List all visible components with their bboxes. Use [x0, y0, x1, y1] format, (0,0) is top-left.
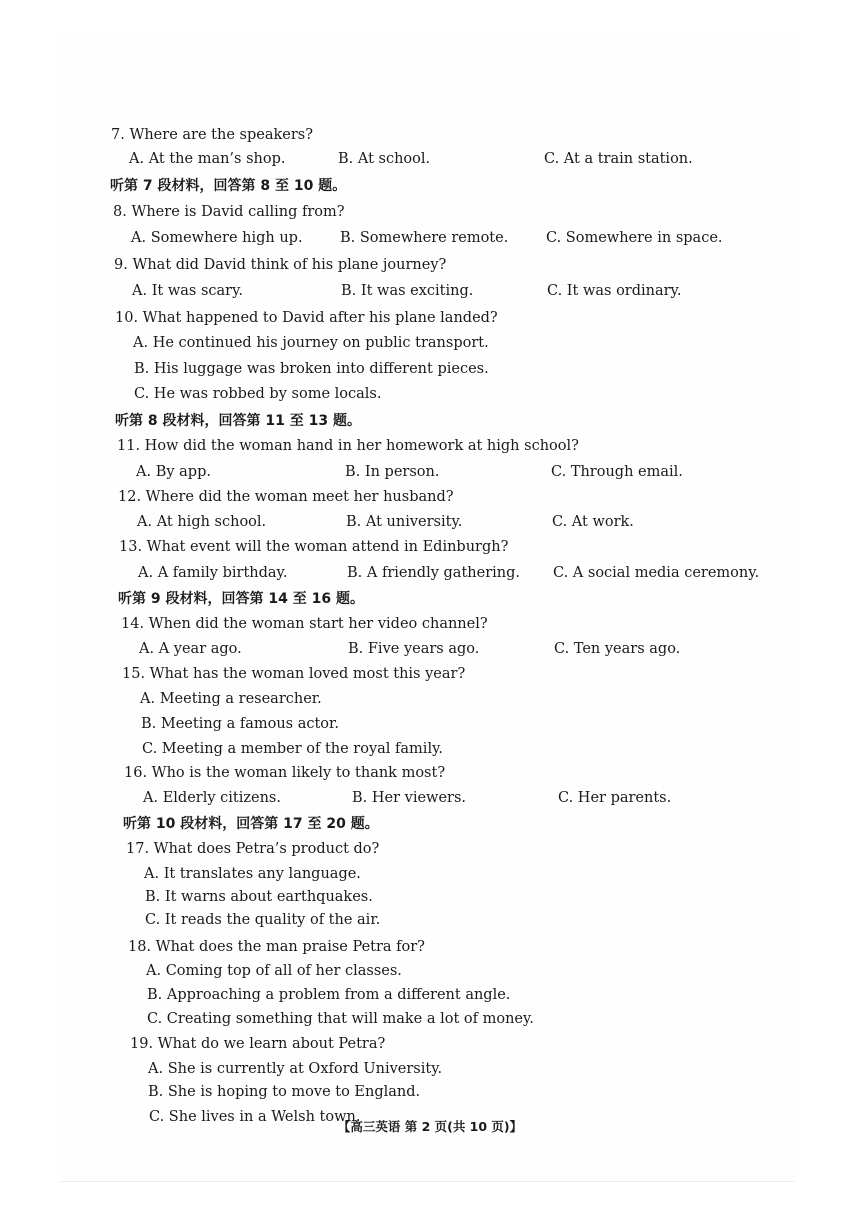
- answer-option: A. It translates any language.: [144, 866, 361, 882]
- answer-option: B. She is hoping to move to England.: [148, 1084, 421, 1100]
- option-c: C. Somewhere in space.: [546, 230, 723, 246]
- answer-option: A. He continued his journey on public transport.: [133, 335, 489, 351]
- question-text: 9. What did David think of his plane journey?: [114, 257, 447, 273]
- option-b: B. Somewhere remote.: [340, 230, 509, 246]
- option-b: B. It was exciting.: [341, 283, 474, 299]
- option-c: C. At a train station.: [544, 151, 693, 167]
- option-a: A. A family birthday.: [138, 565, 288, 581]
- option-a: A. By app.: [136, 464, 211, 480]
- option-a: A. A year ago.: [139, 641, 242, 657]
- option-b: B. At school.: [338, 151, 431, 167]
- option-a: A. At the man’s shop.: [129, 151, 286, 167]
- answer-option: B. Approaching a problem from a different angle.: [147, 987, 511, 1003]
- section-instruction: 听第 9 段材料，回答第 14 至 16 题。: [118, 591, 364, 607]
- question-text: 14. When did the woman start her video channel?: [121, 616, 488, 632]
- option-a: A. At high school.: [137, 514, 267, 530]
- question-text: 7. Where are the speakers?: [111, 127, 313, 143]
- option-b: B. Five years ago.: [348, 641, 480, 657]
- question-text: 12. Where did the woman meet her husband?: [118, 489, 454, 505]
- section-instruction: 听第 10 段材料，回答第 17 至 20 题。: [123, 816, 379, 832]
- option-c: C. Her parents.: [558, 790, 672, 806]
- question-text: 11. How did the woman hand in her homework at high school?: [117, 438, 579, 454]
- option-c: C. At work.: [552, 514, 634, 530]
- answer-option: A. Coming top of all of her classes.: [146, 963, 402, 979]
- answer-option: C. He was robbed by some locals.: [134, 386, 382, 402]
- option-c: C. Ten years ago.: [554, 641, 681, 657]
- option-b: B. In person.: [345, 464, 440, 480]
- answer-option: C. Creating something that will make a lot of money.: [147, 1011, 534, 1027]
- answer-option: B. Meeting a famous actor.: [141, 716, 339, 732]
- answer-option: B. It warns about earthquakes.: [145, 889, 373, 905]
- option-c: C. A social media ceremony.: [553, 565, 760, 581]
- section-instruction: 听第 7 段材料，回答第 8 至 10 题。: [110, 178, 347, 194]
- option-a: A. Elderly citizens.: [143, 790, 281, 806]
- option-b: B. Her viewers.: [352, 790, 467, 806]
- option-a: A. Somewhere high up.: [131, 230, 303, 246]
- question-text: 17. What does Petra’s product do?: [126, 841, 380, 857]
- answer-option: C. It reads the quality of the air.: [145, 912, 381, 928]
- question-text: 8. Where is David calling from?: [113, 204, 345, 220]
- answer-option: C. Meeting a member of the royal family.: [142, 741, 443, 757]
- answer-option: A. She is currently at Oxford University.: [148, 1061, 443, 1077]
- question-text: 18. What does the man praise Petra for?: [128, 939, 425, 955]
- option-c: C. It was ordinary.: [547, 283, 682, 299]
- option-c: C. Through email.: [551, 464, 683, 480]
- answer-option: C. She lives in a Welsh town.: [149, 1109, 361, 1125]
- option-b: B. A friendly gathering.: [347, 565, 521, 581]
- question-text: 13. What event will the woman attend in Edinburgh?: [119, 539, 509, 555]
- section-instruction: 听第 8 段材料，回答第 11 至 13 题。: [115, 413, 361, 429]
- answer-option: A. Meeting a researcher.: [140, 691, 322, 707]
- page-footer: 【高三英语 第 2 页(共 10 页)】: [337, 1119, 523, 1134]
- answer-option: B. His luggage was broken into different pieces.: [134, 361, 489, 377]
- question-text: 10. What happened to David after his plane landed?: [115, 310, 498, 326]
- question-text: 19. What do we learn about Petra?: [130, 1036, 386, 1052]
- question-text: 16. Who is the woman likely to thank most?: [124, 765, 446, 781]
- question-text: 15. What has the woman loved most this year?: [122, 666, 466, 682]
- option-b: B. At university.: [346, 514, 463, 530]
- option-a: A. It was scary.: [132, 283, 243, 299]
